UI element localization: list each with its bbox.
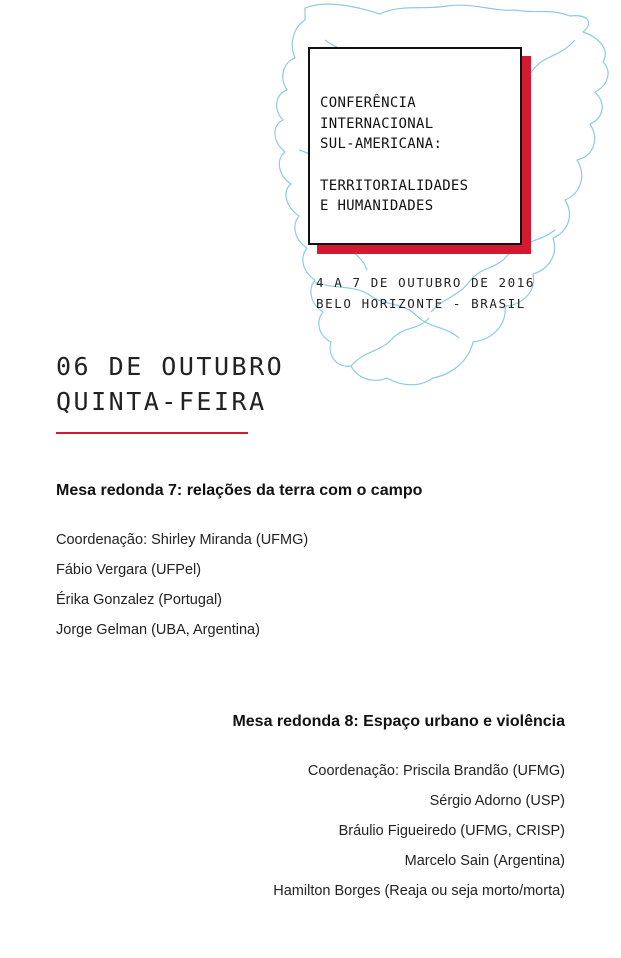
heading-divider [56, 432, 248, 434]
event-dates: 4 A 7 DE OUTUBRO DE 2016 [316, 275, 536, 290]
logo-line: TERRITORIALIDADES [320, 177, 469, 194]
conference-logo-box [308, 47, 522, 245]
logo-line: E HUMANIDADES [320, 198, 434, 214]
day-heading [56, 349, 284, 419]
map-border-line [351, 318, 429, 366]
logo-line: INTERNACIONAL [320, 115, 434, 132]
panel-member: Coordenação: Priscila Brandão (UFMG) [307, 763, 565, 779]
panel-title: Mesa redonda 7: relações da terra com o campo [56, 482, 423, 499]
panel-member: Sérgio Adorno (USP) [429, 793, 565, 809]
panel-member: Érika Gonzalez (Portugal) [56, 592, 223, 608]
event-location: BELO HORIZONTE - BRASIL [316, 296, 526, 311]
panel-mesa-redonda-7 [56, 480, 422, 645]
event-info [316, 272, 535, 314]
day-weekday: QUINTA-FEIRA [56, 387, 267, 416]
logo-line: CONFERÊNCIA [320, 95, 417, 111]
panel-member: Hamilton Borges (Reaja ou seja morto/morta) [273, 883, 565, 899]
panel-member: Bráulio Figueiredo (UFMG, CRISP) [338, 823, 565, 839]
panel-member: Jorge Gelman (UBA, Argentina) [56, 622, 260, 638]
panel-mesa-redonda-8 [232, 711, 565, 906]
panel-member: Coordenação: Shirley Miranda (UFMG) [56, 532, 309, 548]
panel-member: Fábio Vergara (UFPel) [56, 562, 202, 578]
panel-members-list [232, 756, 565, 906]
logo-line: SUL-AMERICANA: [320, 136, 443, 152]
day-date: 06 DE OUTUBRO [56, 352, 285, 381]
panel-members-list [56, 525, 422, 645]
panel-member: Marcelo Sain (Argentina) [404, 853, 565, 869]
panel-title: Mesa redonda 8: Espaço urbano e violência [232, 713, 565, 730]
